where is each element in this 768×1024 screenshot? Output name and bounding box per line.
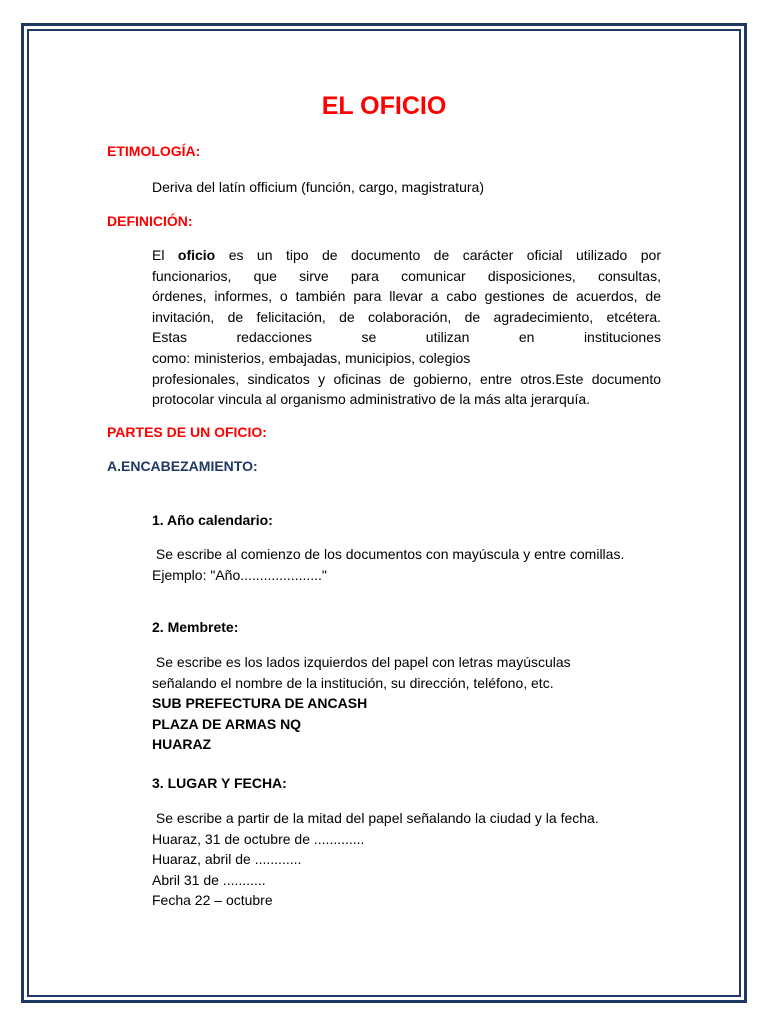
definicion-line: profesionales, sindicatos y oficinas de gobierno, entre otros.Este documento xyxy=(152,370,661,387)
item-text-ano-calendario xyxy=(152,544,624,585)
item-line: Huaraz, 31 de octubre de ............. xyxy=(152,830,365,847)
item-text-lugar-fecha xyxy=(152,808,599,911)
definicion-line: El oficio es un tipo de documento de carácter oficial utilizado por xyxy=(152,247,661,263)
item-line: Fecha 22 – octubre xyxy=(152,892,273,909)
item-line: señalando el nombre de la institución, su dirección, teléfono, etc. xyxy=(152,674,554,691)
item-line: Se escribe es los lados izquierdos del papel con letras mayúsculas xyxy=(152,654,571,670)
document-title: EL OFICIO xyxy=(321,92,447,120)
definicion-line: órdenes, informes, o también para llevar a cabo gestiones de acuerdos, de xyxy=(152,288,661,305)
etimologia-heading: ETIMOLOGÍA: xyxy=(107,143,201,159)
definicion-heading: DEFINICIÓN: xyxy=(107,213,193,229)
encabezamiento-heading: A.ENCABEZAMIENTO: xyxy=(107,458,258,474)
item-line: Se escribe a partir de la mitad del papel señalando la ciudad y la fecha. xyxy=(152,810,599,826)
item-heading-membrete: 2. Membrete: xyxy=(152,619,239,635)
item-line: Ejemplo: "Año....................." xyxy=(152,566,327,583)
membrete-example-line: HUARAZ xyxy=(152,736,212,753)
definicion-line: invitación, de felicitación, de colaboración, de agradecimiento, etcétera. xyxy=(152,308,661,325)
definicion-paragraph xyxy=(152,245,661,410)
item-heading-ano-calendario: 1. Año calendario: xyxy=(152,512,273,528)
definicion-line: como: ministerios, embajadas, municipios, colegios xyxy=(152,349,471,366)
definicion-line: protocolar vincula al organismo administrativo de la más alta jerarquía. xyxy=(152,391,591,408)
partes-heading: PARTES DE UN OFICIO: xyxy=(107,424,267,440)
definicion-bold-term: oficio xyxy=(177,247,216,263)
item-line: Se escribe al comienzo de los documentos con mayúscula y entre comillas. xyxy=(152,546,625,562)
definicion-line: Estas redacciones se utilizan en instituciones xyxy=(152,329,661,346)
etimologia-text: Deriva del latín officium (función, cargo, magistratura) xyxy=(152,179,484,195)
item-text-membrete xyxy=(152,652,571,755)
membrete-example-line: SUB PREFECTURA DE ANCASH xyxy=(152,695,368,712)
definicion-line: funcionarios, que sirve para comunicar disposiciones, consultas, xyxy=(152,267,661,284)
item-line: Abril 31 de ........... xyxy=(152,871,266,888)
membrete-example-line: PLAZA DE ARMAS NQ xyxy=(152,715,302,732)
item-line: Huaraz, abril de ............ xyxy=(152,851,302,868)
item-heading-lugar-fecha: 3. LUGAR Y FECHA: xyxy=(152,775,287,791)
